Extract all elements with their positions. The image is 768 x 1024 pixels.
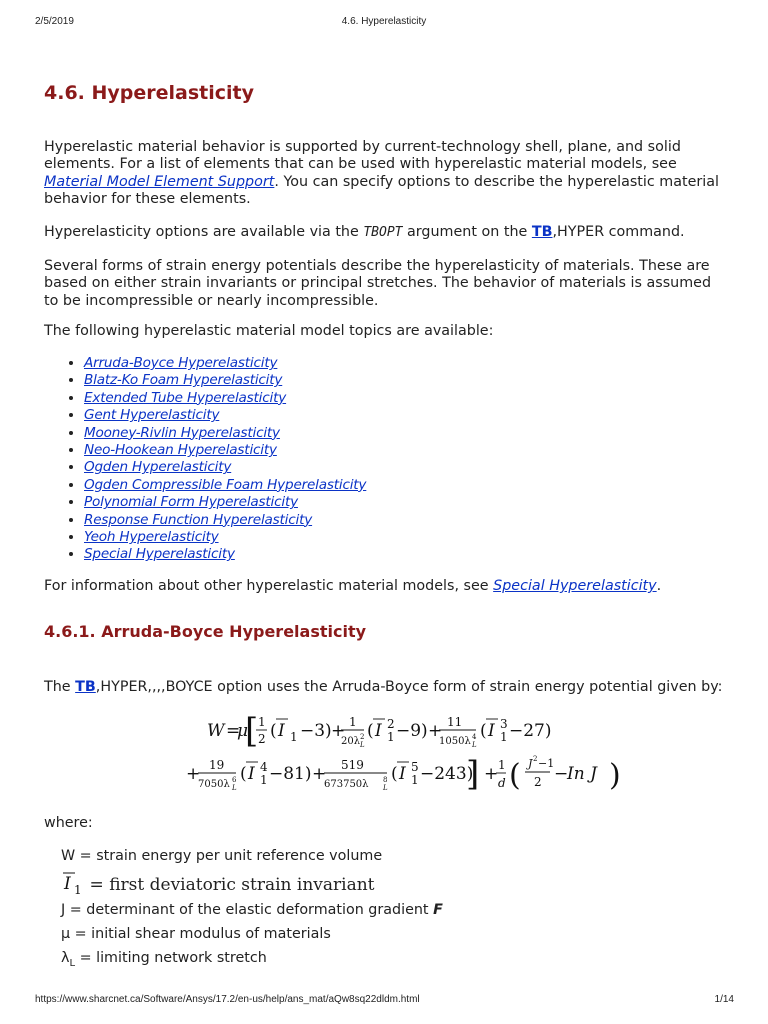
eq-plus-2: + [428, 721, 443, 741]
eq-i1-b: I [375, 721, 382, 741]
print-date: 2/5/2019 [35, 16, 74, 27]
intro-paragraph-4: The following hyperelastic material model topics are available: [44, 323, 494, 339]
eq-frac-1-den: 2 [258, 732, 266, 746]
eq-ln-j: In J [567, 764, 597, 784]
eq-term4-rest: −81) [269, 764, 312, 784]
topic-link[interactable]: Ogden Hyperelasticity [84, 459, 232, 476]
eq-i1-d: I [248, 764, 255, 784]
other-models-period: . [656, 578, 662, 594]
eq-frac-6-num: 1 [498, 758, 506, 772]
def-mu: μ = initial shear modulus of materials [61, 926, 331, 942]
equation-svg [44, 0, 734, 810]
eq-i1-sub-c: 1 [500, 730, 508, 744]
topic-link[interactable]: Extended Tube Hyperelasticity [84, 389, 287, 406]
eq-i1-sub-e: 1 [411, 773, 419, 787]
eq-frac-4-den-sup: 6 [232, 776, 237, 784]
other-models-text: For information about other hyperelastic material models, see [44, 578, 494, 594]
def-lambda [61, 950, 267, 969]
def-i1 [61, 870, 375, 896]
i1-bar-symbol [61, 870, 85, 896]
def-i1-text: = first deviatoric strain invariant [89, 875, 375, 895]
material-model-element-support-link[interactable]: Material Model Element Support [44, 173, 275, 190]
topic-link[interactable]: Neo-Hookean Hyperelasticity [84, 442, 277, 459]
tbopt-argument: TBOPT [363, 225, 403, 240]
topic-link[interactable]: Response Function Hyperelasticity [84, 511, 313, 528]
eq-mu: μ [237, 721, 249, 741]
eq-frac-5-den-sup: 8 [383, 776, 388, 784]
eq-i1-e: I [399, 764, 406, 784]
options-text: Hyperelasticity options are available via the [44, 224, 364, 240]
topic-link[interactable]: Gent Hyperelasticity [84, 407, 220, 424]
eq-frac-4-num: 19 [209, 758, 225, 772]
eq-frac-2-num: 1 [349, 715, 357, 729]
eq-frac-3-den-sup: 4 [472, 733, 477, 741]
options-text-mid: argument on the [402, 224, 532, 240]
eq-i1-sup-d: 4 [260, 760, 268, 774]
eq-paren-open: ( [509, 758, 521, 793]
eq-i1-c: I [488, 721, 495, 741]
page-title: 4.6. Hyperelasticity [44, 82, 255, 104]
eq-i1-sub-a: 1 [290, 730, 298, 744]
eq-frac-7-num-sup: 2 [533, 755, 538, 763]
eq-minus: − [554, 764, 569, 784]
special-hyperelasticity-link[interactable]: Special Hyperelasticity [493, 578, 657, 594]
eq-i1-sub-d: 1 [260, 773, 268, 787]
eq-frac-4-den-sub: L [232, 784, 237, 792]
svg-text:I: I [64, 874, 71, 894]
eq-plus-4: + [312, 764, 327, 784]
eq-i1-sub-b: 1 [387, 730, 395, 744]
topic-link[interactable]: Arruda-Boyce Hyperelasticity [84, 355, 278, 371]
eq-frac-5-den-sub: L [383, 784, 388, 792]
topic-link[interactable]: Polynomial Form Hyperelasticity [84, 494, 298, 511]
eq-frac-1-num: 1 [258, 715, 266, 729]
print-page-number: 1/14 [714, 994, 734, 1005]
eq-term4-open: ( [240, 764, 247, 784]
def-lambda-symbol: λ [61, 950, 70, 966]
eq-frac-2-den-sub: L [360, 741, 365, 749]
topic-link[interactable]: Blatz-Ko Foam Hyperelasticity [84, 372, 283, 389]
section-intro-tail: ,HYPER,,,,BOYCE option uses the Arruda-Boyce form of strain energy potential given by: [95, 679, 723, 695]
eq-frac-3-num: 11 [447, 715, 463, 729]
eq-frac-5-den: 673750λ [324, 779, 369, 790]
where-label: where: [44, 815, 93, 831]
eq-i1-sup-e: 5 [411, 760, 419, 774]
topic-link[interactable]: Special Hyperelasticity [84, 546, 235, 563]
eq-term2-open: ( [367, 721, 374, 741]
section-heading: 4.6.1. Arruda-Boyce Hyperelasticity [44, 622, 367, 641]
eq-plus-1: + [331, 721, 346, 741]
eq-term1-rest: −3) [300, 721, 332, 741]
eq-term3-rest: −27) [509, 721, 552, 741]
eq-frac-2-den-sup: 2 [360, 733, 365, 741]
eq-term5-rest: −243) [420, 764, 474, 784]
eq-term2-rest: −9) [396, 721, 428, 741]
eq-bracket-close: ] [466, 754, 480, 794]
def-lambda-text: = limiting network stretch [75, 950, 267, 966]
print-url: https://www.sharcnet.ca/Software/Ansys/17.2/en-us/help/ans_mat/aQw8sq22dldm.html [35, 994, 420, 1005]
intro-paragraph-3: Several forms of strain energy potentials describe the hyperelasticity of materials. These are based on either strain invariants or principal stretches. The behavior of materials is assumed to be incompressible or nearly incompressible. [44, 258, 712, 309]
section-intro-text: The [44, 679, 76, 695]
intro-text-tail: . You can specify options to describe the hyperelastic material behavior for these elements. [44, 173, 719, 208]
eq-w: W [207, 721, 225, 741]
eq-frac-4-den: 7050λ [198, 779, 230, 790]
eq-frac-2-den: 20λ [341, 736, 361, 747]
def-lambda-sub: L [69, 957, 76, 969]
def-j-text: J = determinant of the elastic deformation gradient [61, 902, 434, 918]
intro-text: Hyperelastic material behavior is supported by current-technology shell, plane, and solid elements. For a list of elements that can be used with hyperelastic material models, see [44, 139, 681, 173]
eq-frac-3-den-sub: L [472, 741, 477, 749]
eq-frac-7-num-rest: −1 [538, 757, 555, 770]
def-j [61, 902, 443, 918]
options-text-tail: ,HYPER command. [552, 224, 685, 240]
eq-plus-5: + [484, 764, 499, 784]
eq-frac-3-den: 1050λ [439, 736, 471, 747]
eq-bracket-open: [ [245, 711, 259, 751]
svg-text:1: 1 [74, 883, 82, 896]
eq-i1-sup-c: 3 [500, 717, 508, 731]
topic-link[interactable]: Yeoh Hyperelasticity [84, 529, 219, 546]
eq-term3-open: ( [480, 721, 487, 741]
eq-frac-6-den: d [498, 776, 506, 790]
eq-plus-3: + [186, 764, 201, 784]
eq-i1-a: I [278, 721, 285, 741]
eq-i1-sup-b: 2 [387, 717, 395, 731]
eq-term1: ( [270, 721, 277, 741]
eq-frac-7-den: 2 [534, 775, 542, 789]
eq-term5-open: ( [391, 764, 398, 784]
topic-link[interactable]: Mooney-Rivlin Hyperelasticity [84, 424, 280, 441]
print-title: 4.6. Hyperelasticity [341, 16, 427, 27]
eq-frac-5-num: 519 [341, 758, 364, 772]
def-j-f: F [433, 902, 443, 918]
topic-link[interactable]: Ogden Compressible Foam Hyperelasticity [84, 476, 367, 493]
eq-frac-7-num-j: J [528, 757, 533, 770]
tb-command-link[interactable]: TB [531, 224, 553, 240]
def-w: W = strain energy per unit reference volume [61, 848, 383, 864]
tb-command-link-2[interactable]: TB [75, 679, 96, 695]
eq-paren-close: ) [609, 758, 621, 793]
print-footer [0, 994, 768, 1008]
eq-equals: = [226, 721, 241, 741]
